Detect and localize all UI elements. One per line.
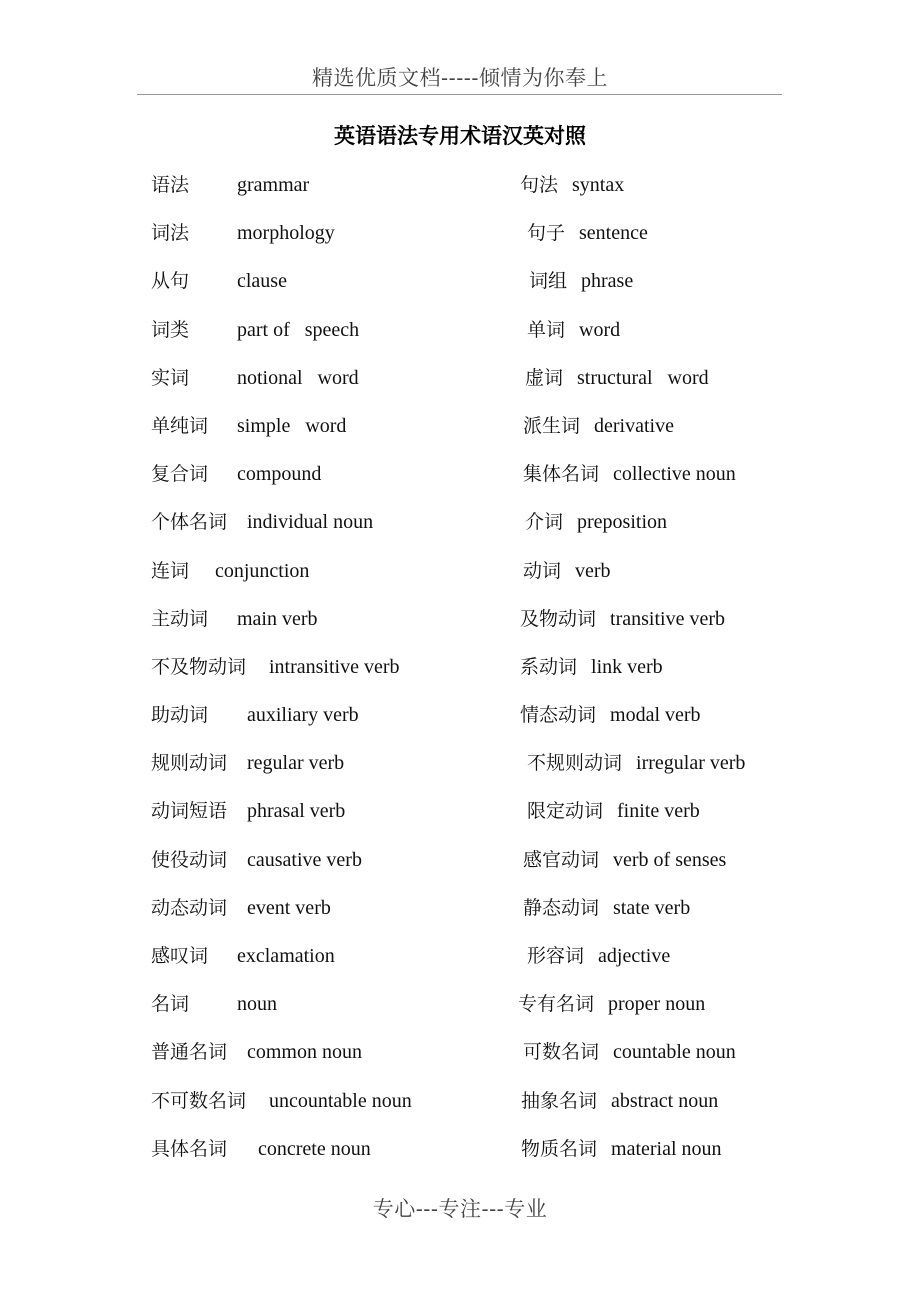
glossary-row bbox=[0, 937, 920, 985]
glossary-entry-left bbox=[151, 744, 344, 781]
english-term: concrete noun bbox=[258, 1137, 371, 1160]
glossary-entry-left bbox=[151, 937, 335, 974]
chinese-term: 单词 bbox=[527, 318, 566, 341]
glossary-entry-left bbox=[151, 696, 359, 733]
glossary-entry-left bbox=[151, 503, 373, 540]
english-term: uncountable noun bbox=[269, 1089, 412, 1112]
english-term: material noun bbox=[611, 1137, 722, 1160]
english-term: noun bbox=[237, 993, 277, 1016]
glossary-entry-right bbox=[520, 166, 624, 203]
english-term: finite verb bbox=[617, 800, 700, 823]
english-term: causative verb bbox=[247, 848, 362, 871]
english-term: irregular verb bbox=[636, 752, 746, 775]
chinese-term: 介词 bbox=[525, 511, 564, 534]
glossary-entry-right bbox=[523, 841, 726, 878]
glossary-entry-right bbox=[523, 552, 611, 589]
page-footer: 专心---专注---专业 bbox=[372, 1197, 548, 1221]
chinese-term: 主动词 bbox=[151, 607, 209, 630]
glossary-row bbox=[0, 359, 920, 407]
chinese-term: 具体名词 bbox=[151, 1137, 228, 1160]
glossary-entry-left bbox=[151, 1130, 371, 1167]
english-term: link verb bbox=[591, 655, 663, 678]
glossary-entry-right bbox=[518, 985, 705, 1022]
glossary-row bbox=[0, 648, 920, 696]
glossary-entry-left bbox=[151, 552, 309, 589]
english-term: syntax bbox=[572, 174, 625, 196]
glossary-entry-left bbox=[151, 455, 321, 492]
glossary-entry-right bbox=[527, 937, 670, 974]
glossary-entry-left bbox=[151, 359, 359, 396]
glossary-entry-right bbox=[523, 407, 674, 444]
glossary-row bbox=[0, 407, 920, 455]
glossary-row bbox=[0, 455, 920, 503]
english-term: regular verb bbox=[247, 752, 345, 775]
chinese-term: 抽象名词 bbox=[521, 1089, 598, 1112]
chinese-term: 单纯词 bbox=[151, 414, 209, 437]
english-term: conjunction bbox=[215, 559, 310, 582]
chinese-term: 词组 bbox=[529, 270, 568, 293]
english-term: clause bbox=[237, 270, 287, 293]
glossary-row bbox=[0, 311, 920, 359]
english-term: abstract noun bbox=[611, 1089, 719, 1112]
glossary-entry-left bbox=[151, 311, 359, 348]
glossary-entry-right bbox=[520, 696, 701, 733]
glossary-row bbox=[0, 889, 920, 937]
chinese-term: 情态动词 bbox=[520, 704, 597, 727]
glossary-entry-right bbox=[523, 1033, 736, 1070]
english-term: verb bbox=[575, 559, 611, 582]
glossary-entry-left bbox=[151, 214, 335, 251]
chinese-term: 词类 bbox=[151, 318, 190, 341]
english-term: state verb bbox=[613, 896, 691, 919]
chinese-term: 感官动词 bbox=[523, 848, 600, 871]
english-term: phrase bbox=[581, 270, 634, 293]
chinese-term: 集体名词 bbox=[523, 463, 600, 486]
glossary-entry-right bbox=[527, 744, 745, 781]
chinese-term: 虚词 bbox=[525, 366, 564, 389]
glossary-entry-right bbox=[529, 262, 633, 299]
english-term: proper noun bbox=[608, 993, 706, 1016]
document-title: 英语语法专用术语汉英对照 bbox=[334, 123, 586, 148]
glossary-row bbox=[0, 841, 920, 889]
chinese-term: 可数名词 bbox=[523, 1041, 600, 1064]
chinese-term: 不及物动词 bbox=[151, 655, 247, 678]
glossary-entry-right bbox=[525, 359, 709, 396]
english-term: transitive verb bbox=[610, 607, 725, 630]
glossary-entry-left bbox=[151, 1082, 412, 1119]
english-term: collective noun bbox=[613, 463, 736, 486]
glossary-row bbox=[0, 1082, 920, 1130]
glossary-row bbox=[0, 792, 920, 840]
chinese-term: 词法 bbox=[151, 222, 190, 245]
glossary-entry-right bbox=[521, 1130, 722, 1167]
english-term: auxiliary verb bbox=[247, 704, 359, 727]
english-term: common noun bbox=[247, 1041, 362, 1064]
chinese-term: 不可数名词 bbox=[151, 1089, 247, 1112]
english-term: event verb bbox=[247, 896, 331, 919]
chinese-term: 系动词 bbox=[520, 655, 578, 678]
glossary-row bbox=[0, 1033, 920, 1081]
glossary-entry-right bbox=[527, 214, 648, 251]
english-term: grammar bbox=[237, 174, 310, 196]
english-term: countable noun bbox=[613, 1041, 736, 1064]
glossary-entry-left bbox=[151, 648, 400, 685]
glossary-entry-left bbox=[151, 889, 331, 926]
chinese-term: 动词 bbox=[523, 559, 562, 582]
glossary-row bbox=[0, 1130, 920, 1178]
english-term: morphology bbox=[237, 222, 335, 245]
english-term: structural word bbox=[577, 366, 709, 389]
glossary-entry-left bbox=[151, 985, 277, 1022]
english-term: preposition bbox=[577, 511, 668, 534]
chinese-term: 从句 bbox=[151, 270, 190, 293]
chinese-term: 连词 bbox=[151, 559, 190, 582]
page-header: 精选优质文档-----倾情为你奉上 bbox=[312, 66, 608, 90]
english-term: simple word bbox=[237, 414, 347, 437]
header-divider bbox=[137, 94, 782, 95]
english-term: phrasal verb bbox=[247, 800, 346, 823]
english-term: verb of senses bbox=[613, 848, 727, 871]
english-term: part of speech bbox=[237, 318, 360, 341]
chinese-term: 物质名词 bbox=[521, 1137, 598, 1160]
glossary-entry-left bbox=[151, 262, 287, 299]
chinese-term: 规则动词 bbox=[151, 752, 228, 775]
english-term: sentence bbox=[579, 222, 648, 245]
glossary-row bbox=[0, 744, 920, 792]
glossary-row bbox=[0, 214, 920, 262]
chinese-term: 名词 bbox=[151, 993, 190, 1016]
glossary-entry-left bbox=[151, 166, 309, 203]
english-term: individual noun bbox=[247, 511, 374, 534]
glossary-entry-right bbox=[520, 648, 663, 685]
glossary-row bbox=[0, 262, 920, 310]
english-term: adjective bbox=[598, 945, 671, 967]
glossary-row bbox=[0, 166, 920, 214]
glossary-row bbox=[0, 503, 920, 551]
chinese-term: 使役动词 bbox=[151, 848, 228, 871]
english-term: main verb bbox=[237, 607, 318, 630]
chinese-term: 限定动词 bbox=[527, 800, 604, 823]
chinese-term: 不规则动词 bbox=[527, 752, 623, 775]
chinese-term: 动词短语 bbox=[151, 800, 228, 823]
glossary-row bbox=[0, 600, 920, 648]
glossary-entry-right bbox=[527, 792, 700, 829]
chinese-term: 句子 bbox=[527, 222, 566, 245]
glossary-entry-right bbox=[523, 889, 690, 926]
chinese-term: 感叹词 bbox=[151, 945, 209, 967]
glossary-row bbox=[0, 552, 920, 600]
glossary-entry-left bbox=[151, 841, 362, 878]
glossary-row bbox=[0, 985, 920, 1033]
english-term: compound bbox=[237, 463, 322, 486]
chinese-term: 语法 bbox=[151, 174, 190, 196]
glossary-entry-left bbox=[151, 407, 346, 444]
glossary-entry-left bbox=[151, 1033, 362, 1070]
chinese-term: 及物动词 bbox=[520, 607, 597, 630]
glossary-entry-right bbox=[525, 503, 667, 540]
chinese-term: 复合词 bbox=[151, 463, 209, 486]
glossary-entry-left bbox=[151, 792, 345, 829]
chinese-term: 静态动词 bbox=[523, 896, 600, 919]
chinese-term: 形容词 bbox=[527, 945, 585, 967]
english-term: word bbox=[579, 318, 621, 341]
chinese-term: 句法 bbox=[520, 174, 559, 196]
glossary-entry-right bbox=[523, 455, 736, 492]
english-term: modal verb bbox=[610, 704, 701, 727]
glossary-entry-right bbox=[527, 311, 620, 348]
chinese-term: 派生词 bbox=[523, 414, 581, 437]
chinese-term: 助动词 bbox=[151, 704, 209, 727]
english-term: exclamation bbox=[237, 945, 335, 967]
chinese-term: 专有名词 bbox=[518, 993, 595, 1016]
glossary-list bbox=[0, 166, 920, 1178]
english-term: intransitive verb bbox=[269, 655, 400, 678]
chinese-term: 个体名词 bbox=[151, 511, 228, 534]
glossary-row bbox=[0, 696, 920, 744]
glossary-entry-left bbox=[151, 600, 318, 637]
glossary-entry-right bbox=[520, 600, 725, 637]
glossary-entry-right bbox=[521, 1082, 718, 1119]
chinese-term: 实词 bbox=[151, 366, 190, 389]
chinese-term: 动态动词 bbox=[151, 896, 228, 919]
english-term: derivative bbox=[594, 414, 674, 437]
chinese-term: 普通名词 bbox=[151, 1041, 228, 1064]
english-term: notional word bbox=[237, 366, 359, 389]
